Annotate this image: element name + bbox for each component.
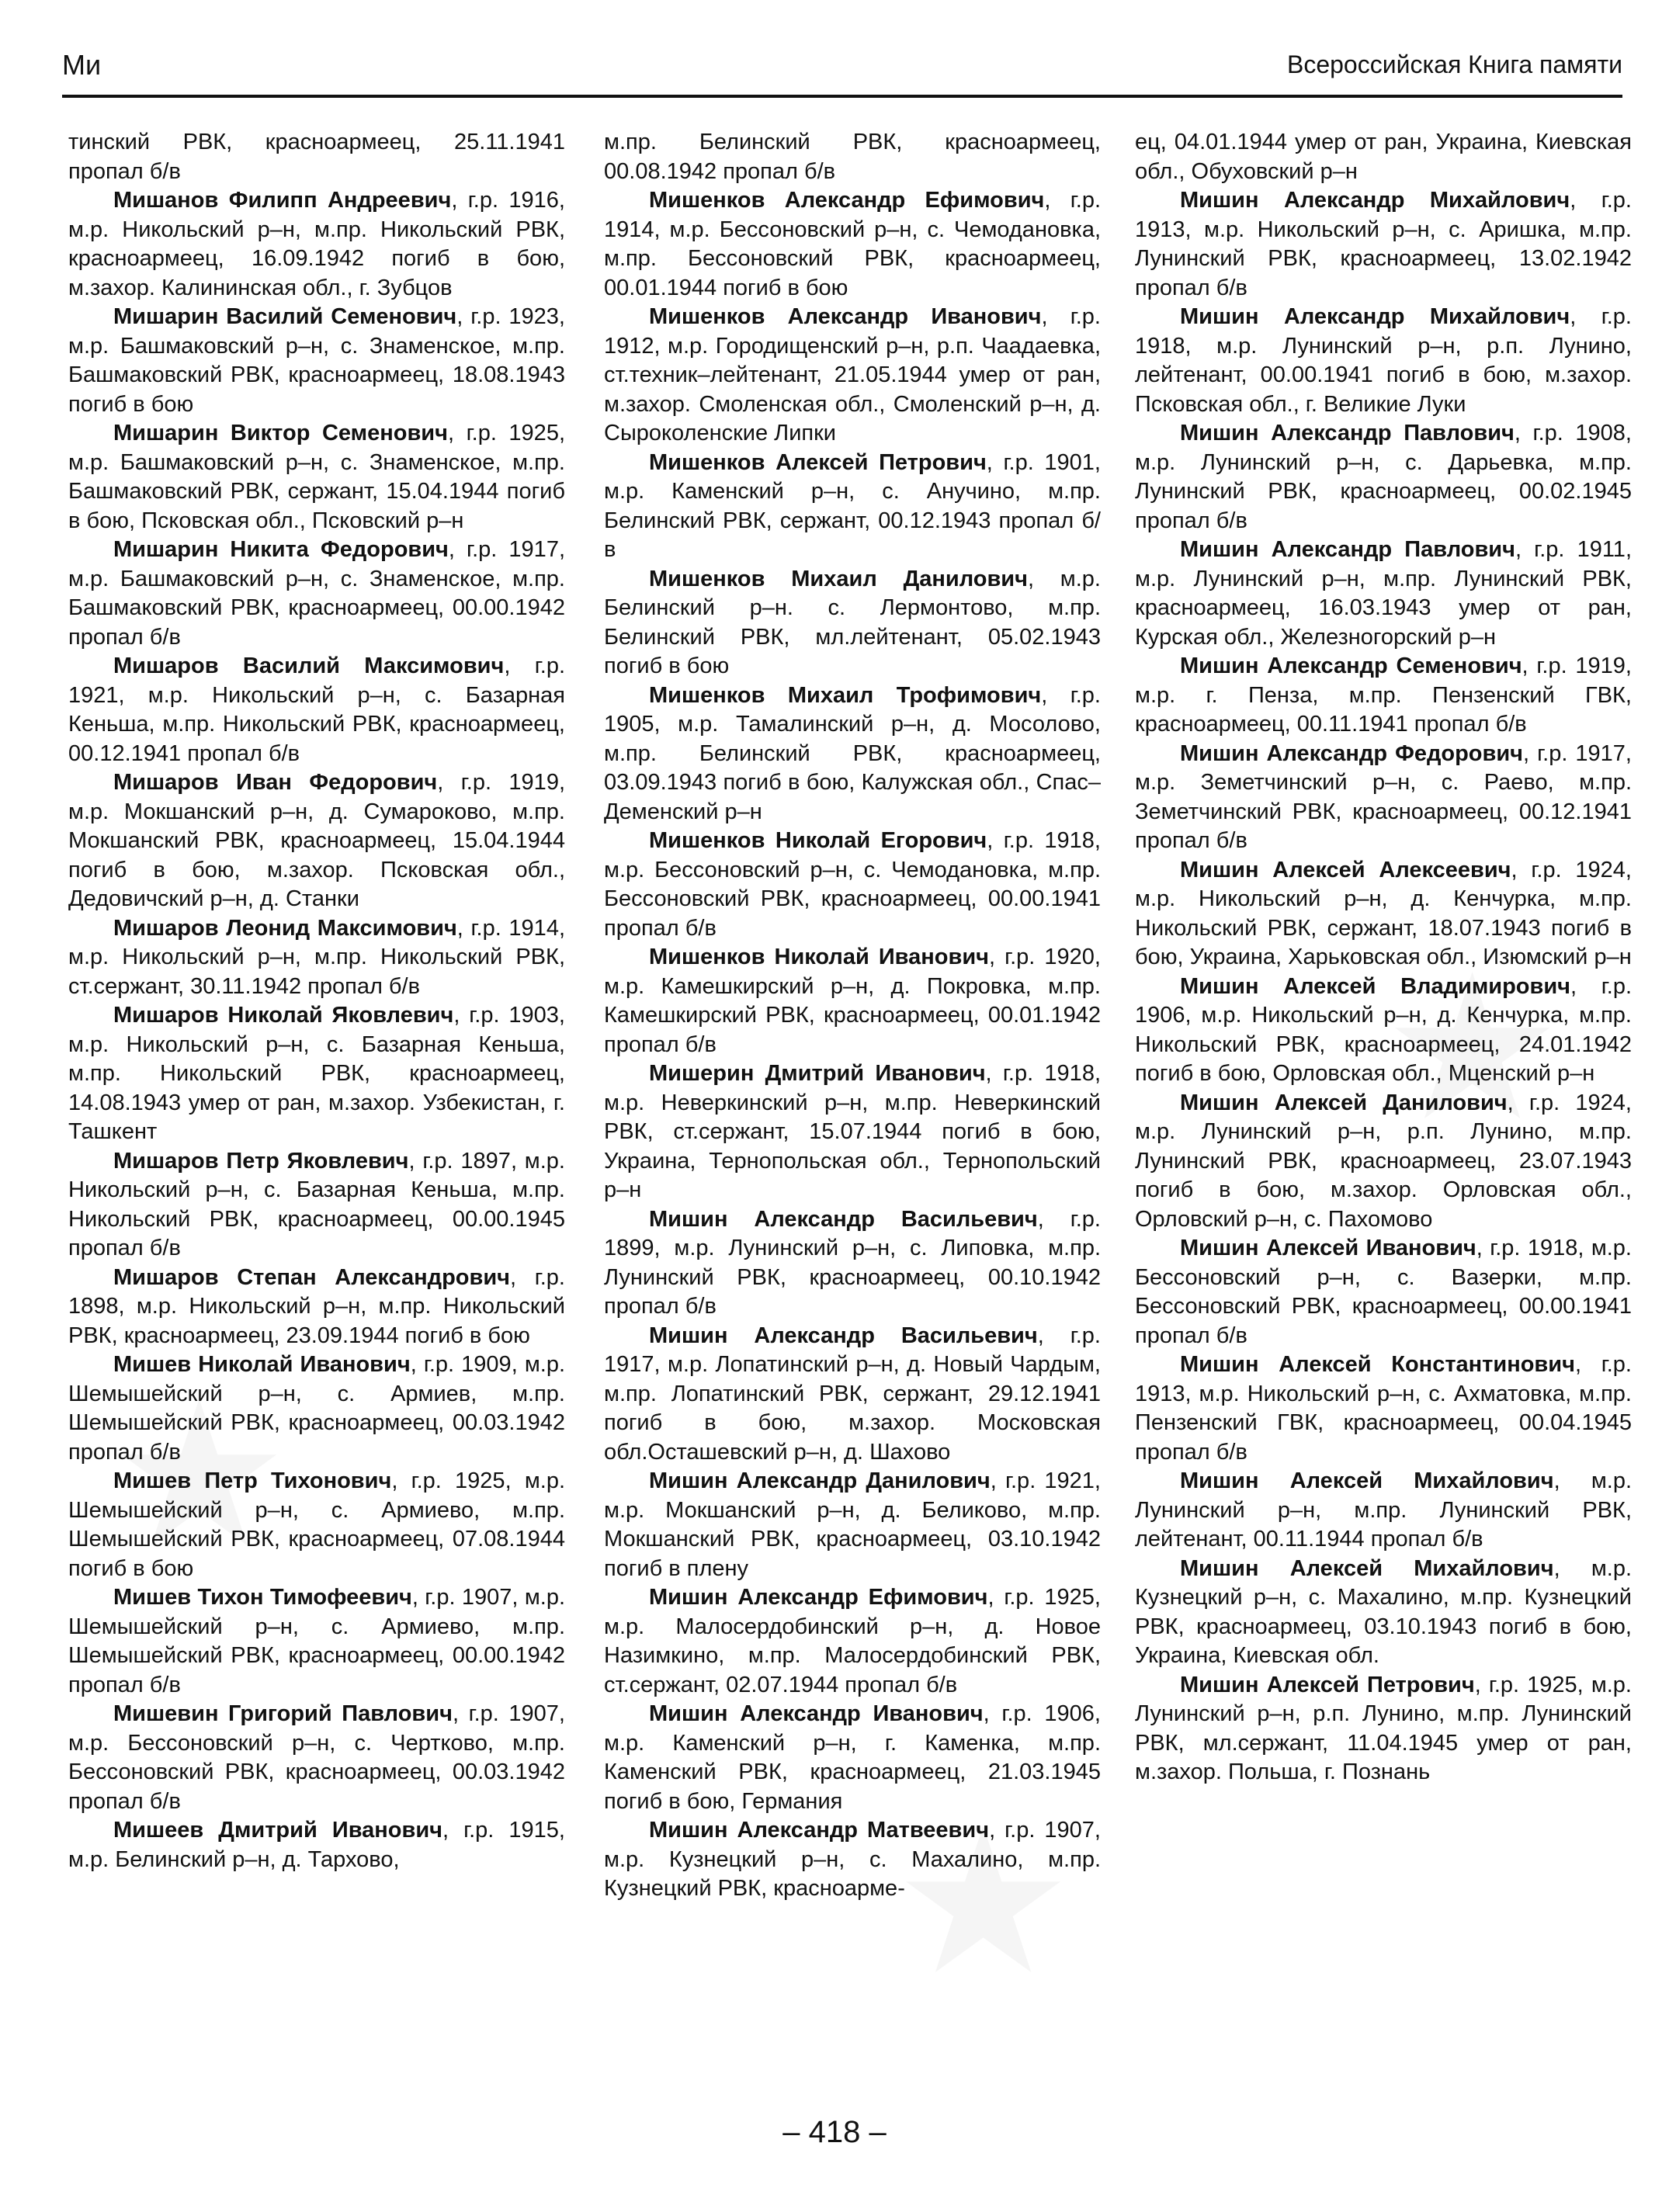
entry-details: , г.р. 1921, м.р. Никольский р–н, с. Базарная Кеньша, м.пр. Никольский РВК, красноармеец, 00.12.1941 пропал б/в xyxy=(68,654,565,766)
memorial-entry xyxy=(604,943,1101,1059)
memorial-entry xyxy=(604,1059,1101,1205)
memorial-entry xyxy=(1135,186,1632,303)
memorial-entry xyxy=(604,1322,1101,1468)
entry-details: , г.р. 1916, м.р. Никольский р–н, м.пр. Никольский РВК, красноармеец, 16.09.1942 погиб в бою, м.захор. Калининская обл., г. Зубцов xyxy=(68,188,565,300)
memorial-entry xyxy=(68,652,565,768)
entry-details: , г.р. 1918, м.р. Бессоновский р–н, с. Вазерки, м.пр. Бессоновский РВК, красноармеец, 00.00.1941 пропал б/в xyxy=(1135,1236,1632,1348)
memorial-entry xyxy=(1135,1467,1632,1555)
entry-name: Мишин Александр Павлович xyxy=(1180,537,1515,562)
entry-details: , г.р. 1917, м.р. Земетчинский р–н, с. Раево, м.пр. Земетчинский РВК, красноармеец, 00.12.1941 пропал б/в xyxy=(1135,740,1632,853)
memorial-entry xyxy=(604,303,1101,449)
memorial-entry xyxy=(1135,1350,1632,1467)
memorial-entry xyxy=(1135,1234,1632,1350)
entry-details: , г.р. 1924, м.р. Лунинский р–н, р.п. Лунино, м.пр. Лунинский РВК, красноармеец, 23.07.1943 погиб в бою, м.захор. Орловская обл., Орловский р–н, с. Пахомово xyxy=(1135,1090,1632,1232)
entry-name: Мишин Александр Васильевич xyxy=(649,1323,1038,1348)
entry-name: Мишин Алексей Владимирович xyxy=(1180,973,1571,999)
entry-name: Мишин Александр Михайлович xyxy=(1180,304,1570,329)
entry-name: Мишин Александр Семенович xyxy=(1180,654,1522,678)
entry-name: Мишин Александр Федорович xyxy=(1180,740,1523,766)
entry-name: Мишенков Александр Ефимович xyxy=(649,188,1045,213)
memorial-entry xyxy=(68,1467,565,1583)
entry-details: , г.р. 1917, м.р. Башмаковский р–н, с. Знаменское, м.пр. Башмаковский РВК, красноармеец, 00.00.1942 пропал б/в xyxy=(68,537,565,650)
entry-name: Мишев Тихон Тимофеевич xyxy=(113,1585,412,1610)
entry-name: Мишин Алексей Данилович xyxy=(1180,1090,1508,1115)
entry-details: , г.р. 1925, м.р. Шемышейский р–н, с. Армиево, м.пр. Шемышейский РВК, красноармеец, 07.08.1944 погиб в бою xyxy=(68,1468,565,1581)
entry-name: Мишин Александр Иванович xyxy=(649,1701,984,1726)
header-section-label: Ми xyxy=(62,49,102,81)
entry-details: , г.р. 1918, м.р. Лунинский р–н, р.п. Лунино, лейтенант, 00.00.1941 погиб в бою, м.захор. Псковская обл., г. Великие Луки xyxy=(1135,304,1632,417)
entry-details: , г.р. 1899, м.р. Лунинский р–н, с. Липовка, м.пр. Лунинский РВК, красноармеец, 00.10.1942 пропал б/в xyxy=(604,1206,1101,1319)
entry-details: , м.р. Белинский р–н. с. Лермонтово, м.пр. Белинский РВК, мл.лейтенант, 05.02.1943 погиб в бою xyxy=(604,566,1101,678)
memorial-entry xyxy=(68,1700,565,1816)
entry-details: , г.р. 1925, м.р. Башмаковский р–н, с. Знаменское, м.пр. Башмаковский РВК, сержант, 15.04.1944 погиб в бою, Псковская обл., Псковский р–н xyxy=(68,421,565,533)
memorial-entry xyxy=(68,914,565,1002)
entry-name: Мишенков Михаил Данилович xyxy=(649,566,1028,591)
entry-continuation xyxy=(68,128,565,186)
memorial-entry xyxy=(68,768,565,914)
memorial-entry xyxy=(68,419,565,536)
entry-details: , г.р. 1903, м.р. Никольский р–н, с. Базарная Кеньша, м.пр. Никольский РВК, красноармеец, 14.08.1943 умер от ран, м.захор. Узбекистан, г. Ташкент xyxy=(68,1003,565,1144)
entry-details: , г.р. 1911, м.р. Лунинский р–н, м.пр. Лунинский РВК, красноармеец, 16.03.1943 умер от ран, Курская обл., Железногорский р–н xyxy=(1135,537,1632,650)
entry-details: , г.р. 1898, м.р. Никольский р–н, м.пр. Никольский РВК, красноармеец, 23.09.1944 погиб в бою xyxy=(68,1264,565,1348)
entry-details: , г.р. 1923, м.р. Башмаковский р–н, с. Знаменское, м.пр. Башмаковский РВК, красноармеец, 18.08.1943 погиб в бою xyxy=(68,304,565,417)
entry-details: , г.р. 1919, м.р. г. Пенза, м.пр. Пензенский ГВК, красноармеец, 00.11.1941 пропал б/в xyxy=(1135,654,1632,737)
column-3 xyxy=(1135,128,1632,2115)
entry-name: Мишев Николай Иванович xyxy=(113,1352,411,1377)
memorial-entry xyxy=(1135,1089,1632,1235)
memorial-entry xyxy=(1135,973,1632,1089)
entry-continuation xyxy=(604,128,1101,186)
entry-name: Мишин Алексей Константинович xyxy=(1180,1352,1575,1377)
memorial-entry xyxy=(68,1264,565,1351)
entry-name: Мишин Алексей Михайлович xyxy=(1180,1555,1554,1581)
entry-details: , г.р. 1914, м.р. Никольский р–н, м.пр. Никольский РВК, ст.сержант, 30.11.1942 пропал б/в xyxy=(68,915,565,999)
entry-name: Мишин Алексей Михайлович xyxy=(1180,1468,1554,1493)
entry-details: тинский РВК, красноармеец, 25.11.1941 пропал б/в xyxy=(68,130,565,184)
memorial-entry xyxy=(604,1205,1101,1322)
memorial-entry xyxy=(604,449,1101,565)
entry-details: , г.р. 1925, м.р. Лунинский р–н, р.п. Лунино, м.пр. Лунинский РВК, мл.сержант, 11.04.1945 умер от ран, м.захор. Польша, г. Познань xyxy=(1135,1672,1632,1784)
memorial-entry xyxy=(68,1147,565,1264)
memorial-entry xyxy=(604,565,1101,681)
entry-details: м.пр. Белинский РВК, красноармеец, 00.08.1942 пропал б/в xyxy=(604,130,1101,184)
page-header xyxy=(62,43,1622,89)
entry-name: Мишаров Степан Александрович xyxy=(113,1264,510,1290)
memorial-entry xyxy=(1135,1555,1632,1671)
memorial-entry xyxy=(68,1350,565,1467)
page-number: – 418 – xyxy=(782,2115,887,2149)
entry-name: Мишарин Виктор Семенович xyxy=(113,421,448,446)
memorial-entry xyxy=(1135,1671,1632,1787)
memorial-entry xyxy=(1135,536,1632,652)
entry-name: Мишаров Леонид Максимович xyxy=(113,915,457,941)
entry-name: Мишерин Дмитрий Иванович xyxy=(649,1061,986,1086)
entry-name: Мишевин Григорий Павлович xyxy=(113,1701,453,1726)
entry-details: , г.р. 1907, м.р. Бессоновский р–н, с. Чертково, м.пр. Бессоновский РВК, красноармеец, 00.03.1942 пропал б/в xyxy=(68,1701,565,1814)
entry-name: Мишенков Алексей Петрович xyxy=(649,449,987,475)
column-1 xyxy=(68,128,565,2115)
entry-details: , г.р. 1921, м.р. Мокшанский р–н, д. Беликово, м.пр. Мокшанский РВК, красноармеец, 03.10.1942 погиб в плену xyxy=(604,1468,1101,1581)
entry-name: Мишин Александр Михайлович xyxy=(1180,188,1570,213)
entry-details: , г.р. 1906, м.р. Каменский р–н, г. Каменка, м.пр. Каменский РВК, красноармеец, 21.03.1945 погиб в бою, Германия xyxy=(604,1701,1101,1814)
memorial-entry xyxy=(1135,740,1632,856)
entry-details: , г.р. 1912, м.р. Городищенский р–н, р.п. Чаадаевка, ст.техник–лейтенант, 21.05.1944 умер от ран, м.захор. Смоленская обл., Смоленский р–н, д. Сыроколенские Липки xyxy=(604,304,1101,446)
memorial-entry xyxy=(1135,419,1632,536)
entry-name: Мишенков Михаил Трофимович xyxy=(649,682,1042,708)
entry-name: Мишенков Николай Егорович xyxy=(649,828,987,853)
entry-name: Мишанов Филипп Андреевич xyxy=(113,188,452,213)
entry-details: , г.р. 1924, м.р. Никольский р–н, д. Кенчурка, м.пр. Никольский РВК, сержант, 18.07.1943 погиб в бою, Украина, Харьковская обл., Изюмский р–н xyxy=(1135,857,1632,969)
entry-details: , г.р. 1905, м.р. Тамалинский р–н, д. Мосолово, м.пр. Белинский РВК, красноармеец, 03.09.1943 погиб в бою, Калужская обл., Спас–Деменский р–н xyxy=(604,682,1101,824)
entry-name: Мишаров Василий Максимович xyxy=(113,654,505,678)
entry-name: Мишеев Дмитрий Иванович xyxy=(113,1818,442,1843)
entry-name: Мишарин Василий Семенович xyxy=(113,304,457,329)
entry-details: , г.р. 1901, м.р. Каменский р–н, с. Анучино, м.пр. Белинский РВК, сержант, 00.12.1943 пропал б/в xyxy=(604,449,1101,562)
entry-name: Мишин Александр Ефимович xyxy=(649,1585,988,1610)
entry-details: , м.р. Кузнецкий р–н, с. Махалино, м.пр. Кузнецкий РВК, красноармеец, 03.10.1943 погиб в бою, Украина, Киевская обл. xyxy=(1135,1555,1632,1668)
memorial-entry xyxy=(1135,856,1632,973)
memorial-entry xyxy=(604,827,1101,943)
column-2 xyxy=(604,128,1101,2115)
entry-details: , г.р. 1918, м.р. Неверкинский р–н, м.пр. Неверкинский РВК, ст.сержант, 15.07.1944 погиб в бою, Украина, Тернопольская обл., Тернопольский р–н xyxy=(604,1061,1101,1202)
entry-details: , г.р. 1914, м.р. Бессоновский р–н, с. Чемодановка, м.пр. Бессоновский РВК, красноармеец, 00.01.1944 погиб в бою xyxy=(604,188,1101,300)
entry-name: Мишаров Иван Федорович xyxy=(113,770,438,795)
entry-name: Мишин Александр Васильевич xyxy=(649,1206,1038,1232)
entry-name: Мишин Александр Матвеевич xyxy=(649,1818,990,1843)
memorial-entry xyxy=(604,1700,1101,1816)
entry-details: , г.р. 1907, м.р. Кузнецкий р–н, с. Махалино, м.пр. Кузнецкий РВК, красноарме- xyxy=(604,1818,1101,1901)
entry-name: Мишин Александр Павлович xyxy=(1180,421,1515,446)
entry-name: Мишенков Александр Иванович xyxy=(649,304,1042,329)
memorial-entry xyxy=(604,1816,1101,1904)
entry-details: , г.р. 1925, м.р. Малосердобинский р–н, д. Новое Назимкино, м.пр. Малосердобинский РВК, ст.сержант, 02.07.1944 пропал б/в xyxy=(604,1585,1101,1697)
entry-name: Мишин Александр Данилович xyxy=(649,1468,991,1493)
memorial-entry xyxy=(1135,652,1632,740)
entry-details: , м.р. Лунинский р–н, м.пр. Лунинский РВК, лейтенант, 00.11.1944 пропал б/в xyxy=(1135,1468,1632,1552)
memorial-entry xyxy=(1135,303,1632,419)
memorial-entry xyxy=(604,1467,1101,1583)
header-divider xyxy=(62,95,1622,98)
entry-name: Мишин Алексей Иванович xyxy=(1180,1236,1476,1260)
memorial-entry xyxy=(68,1001,565,1147)
entry-details: , г.р. 1919, м.р. Мокшанский р–н, д. Сумароково, м.пр. Мокшанский РВК, красноармеец, 15.04.1944 погиб в бою, м.захор. Псковская обл., Дедовичский р–н, д. Станки xyxy=(68,770,565,911)
entry-name: Мишев Петр Тихонович xyxy=(113,1468,392,1493)
entry-details: , г.р. 1907, м.р. Шемышейский р–н, с. Армиево, м.пр. Шемышейский РВК, красноармеец, 00.00.1942 пропал б/в xyxy=(68,1585,565,1697)
entry-name: Мишарин Никита Федорович xyxy=(113,537,449,562)
memorial-entry xyxy=(604,1583,1101,1700)
memorial-entry xyxy=(68,303,565,419)
entry-details: , г.р. 1915, м.р. Белинский р–н, д. Тархово, xyxy=(68,1818,565,1872)
memorial-entry xyxy=(68,1816,565,1874)
entry-name: Мишин Алексей Петрович xyxy=(1180,1672,1475,1697)
entry-continuation xyxy=(1135,128,1632,186)
entry-name: Мишин Алексей Алексеевич xyxy=(1180,857,1511,882)
entry-name: Мишенков Николай Иванович xyxy=(649,945,989,969)
entry-details: , г.р. 1908, м.р. Лунинский р–н, с. Дарьевка, м.пр. Лунинский РВК, красноармеец, 00.02.1945 пропал б/в xyxy=(1135,421,1632,533)
memorial-entry xyxy=(604,186,1101,303)
entry-details: , г.р. 1917, м.р. Лопатинский р–н, д. Новый Чардым, м.пр. Лопатинский РВК, сержант, 29.12.1941 погиб в бою, м.захор. Московская обл.Осташевский р–н, д. Шахово xyxy=(604,1323,1101,1465)
entry-details: , г.р. 1920, м.р. Камешкирский р–н, д. Покровка, м.пр. Камешкирский РВК, красноармеец, 00.01.1942 пропал б/в xyxy=(604,945,1101,1057)
entry-details: , г.р. 1913, м.р. Никольский р–н, с. Аришка, м.пр. Лунинский РВК, красноармеец, 13.02.1942 пропал б/в xyxy=(1135,188,1632,300)
entry-details: , г.р. 1909, м.р. Шемышейский р–н, с. Армиев, м.пр. Шемышейский РВК, красноармеец, 00.03.1942 пропал б/в xyxy=(68,1352,565,1465)
memorial-entry xyxy=(604,681,1101,827)
entry-details: , г.р. 1897, м.р. Никольский р–н, с. Базарная Кеньша, м.пр. Никольский РВК, красноармеец, 00.00.1945 пропал б/в xyxy=(68,1148,565,1260)
entry-details: , г.р. 1918, м.р. Бессоновский р–н, с. Чемодановка, м.пр. Бессоновский РВК, красноармеец, 00.00.1941 пропал б/в xyxy=(604,828,1101,941)
entry-details: , г.р. 1906, м.р. Никольский р–н, д. Кенчурка, м.пр. Никольский РВК, красноармеец, 24.01.1942 погиб в бою, Орловская обл., Мценский р–н xyxy=(1135,973,1632,1086)
memorial-entry xyxy=(68,186,565,303)
header-book-title: Всероссийская Книга памяти xyxy=(1286,50,1622,78)
entry-details: , г.р. 1913, м.р. Никольский р–н, с. Ахматовка, м.пр. Пензенский ГВК, красноармеец, 00.04.1945 пропал б/в xyxy=(1135,1352,1632,1465)
entry-name: Мишаров Петр Яковлевич xyxy=(113,1148,409,1174)
entry-name: Мишаров Николай Яковлевич xyxy=(113,1003,454,1028)
memorial-entry xyxy=(68,536,565,652)
entry-details: ец, 04.01.1944 умер от ран, Украина, Киевская обл., Обуховский р–н xyxy=(1135,130,1632,184)
memorial-entry xyxy=(68,1583,565,1700)
